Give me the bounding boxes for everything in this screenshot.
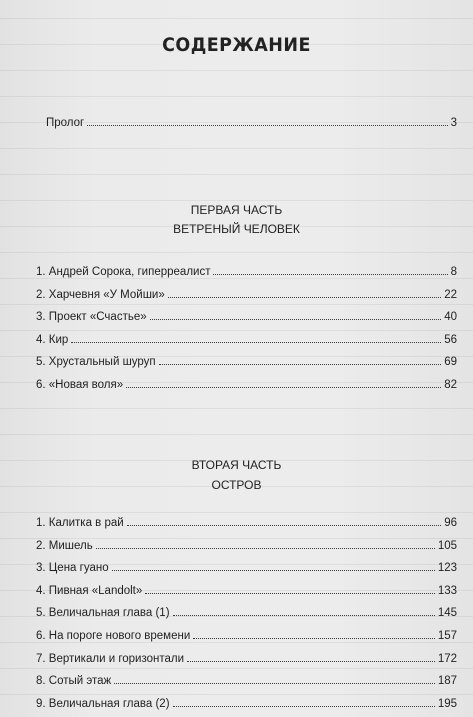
toc-entry-label: 3. Цена гуано (36, 562, 109, 575)
toc-entry (36, 285, 457, 301)
toc-entry (36, 330, 457, 346)
toc-entry-label: 5. Величальная глава (1) (36, 607, 170, 620)
dot-leader (96, 547, 435, 549)
part-heading: ВТОРАЯ ЧАСТЬ (191, 458, 282, 472)
toc-entry-label: 3. Проект «Счастье» (36, 311, 147, 324)
toc-entry-page: 40 (444, 311, 457, 324)
toc-entry-page: 172 (437, 652, 457, 665)
toc-entry-page: 133 (437, 584, 457, 597)
toc-entry (36, 603, 457, 619)
toc-entry-label: 1. Андрей Сорока, гиперреалист (36, 266, 211, 278)
toc-entry (36, 513, 457, 529)
dot-leader (87, 124, 447, 126)
toc-entry (36, 671, 457, 687)
dot-leader (150, 318, 442, 320)
dot-leader (112, 569, 435, 571)
part-subtitle: ВЕТРЕНЫЙ ЧЕЛОВЕК (173, 222, 300, 236)
dot-leader (127, 524, 442, 526)
toc-entry-label: Пролог (46, 117, 85, 129)
toc-entry-page: 82 (444, 379, 457, 391)
toc-entry (36, 558, 457, 574)
toc-entry-label: 4. Кир (36, 333, 69, 346)
toc-entry-page: 22 (444, 288, 457, 301)
toc-entry-page: 56 (444, 333, 457, 346)
toc-entry-page: 187 (437, 675, 457, 688)
toc-entry-label: 2. Мишель (36, 539, 93, 552)
toc-entry (36, 536, 457, 552)
part-heading: ПЕРВАЯ ЧАСТЬ (190, 203, 283, 217)
toc-entry-label: 1. Калитка в рай (36, 517, 124, 529)
toc-entry (36, 262, 457, 278)
toc-entry-page: 157 (437, 630, 457, 642)
page-title: СОДЕРЖАНИЕ (162, 34, 311, 56)
toc-entry-prolog (46, 113, 457, 129)
toc-entry-label: 9. Величальная глава (2) (36, 697, 170, 710)
part-subtitle: ОСТРОВ (211, 478, 262, 492)
toc-entry-page: 195 (437, 697, 457, 710)
toc-entry (36, 626, 457, 642)
toc-entry (36, 649, 457, 665)
toc-entry-page: 8 (450, 266, 457, 278)
dot-leader (213, 273, 447, 275)
toc-entry-label: 4. Пивная «Landolt» (36, 584, 143, 597)
toc-entry-page: 145 (437, 607, 457, 620)
dot-leader (126, 386, 441, 388)
toc-entry-label: 2. Харчевня «У Мойши» (36, 288, 165, 301)
dot-leader (193, 637, 435, 639)
toc-entry-page: 69 (444, 356, 457, 369)
toc-entry-label: 6. «Новая воля» (36, 379, 124, 391)
dot-leader (173, 705, 435, 707)
toc-entry-page: 96 (444, 517, 457, 529)
toc-entry (36, 307, 457, 323)
toc-entry (36, 375, 457, 391)
toc-entry-page: 3 (450, 117, 457, 129)
toc-entry (36, 352, 457, 368)
dot-leader (114, 682, 435, 684)
dot-leader (168, 296, 441, 298)
toc-entry-label: 6. На пороге нового времени (36, 630, 191, 642)
dot-leader (173, 614, 435, 616)
toc-entry-label: 8. Сотый этаж (36, 675, 112, 688)
dot-leader (71, 341, 441, 343)
toc-entry-page: 105 (437, 539, 457, 552)
dot-leader (145, 592, 435, 594)
toc-entry-page: 123 (437, 562, 457, 575)
toc-entry (36, 694, 457, 710)
dot-leader (159, 363, 442, 365)
dot-leader (187, 660, 435, 662)
toc-entry-label: 5. Хрустальный шуруп (36, 356, 156, 369)
toc-entry (36, 581, 457, 597)
toc-entry-label: 7. Вертикали и горизонтали (36, 652, 185, 665)
